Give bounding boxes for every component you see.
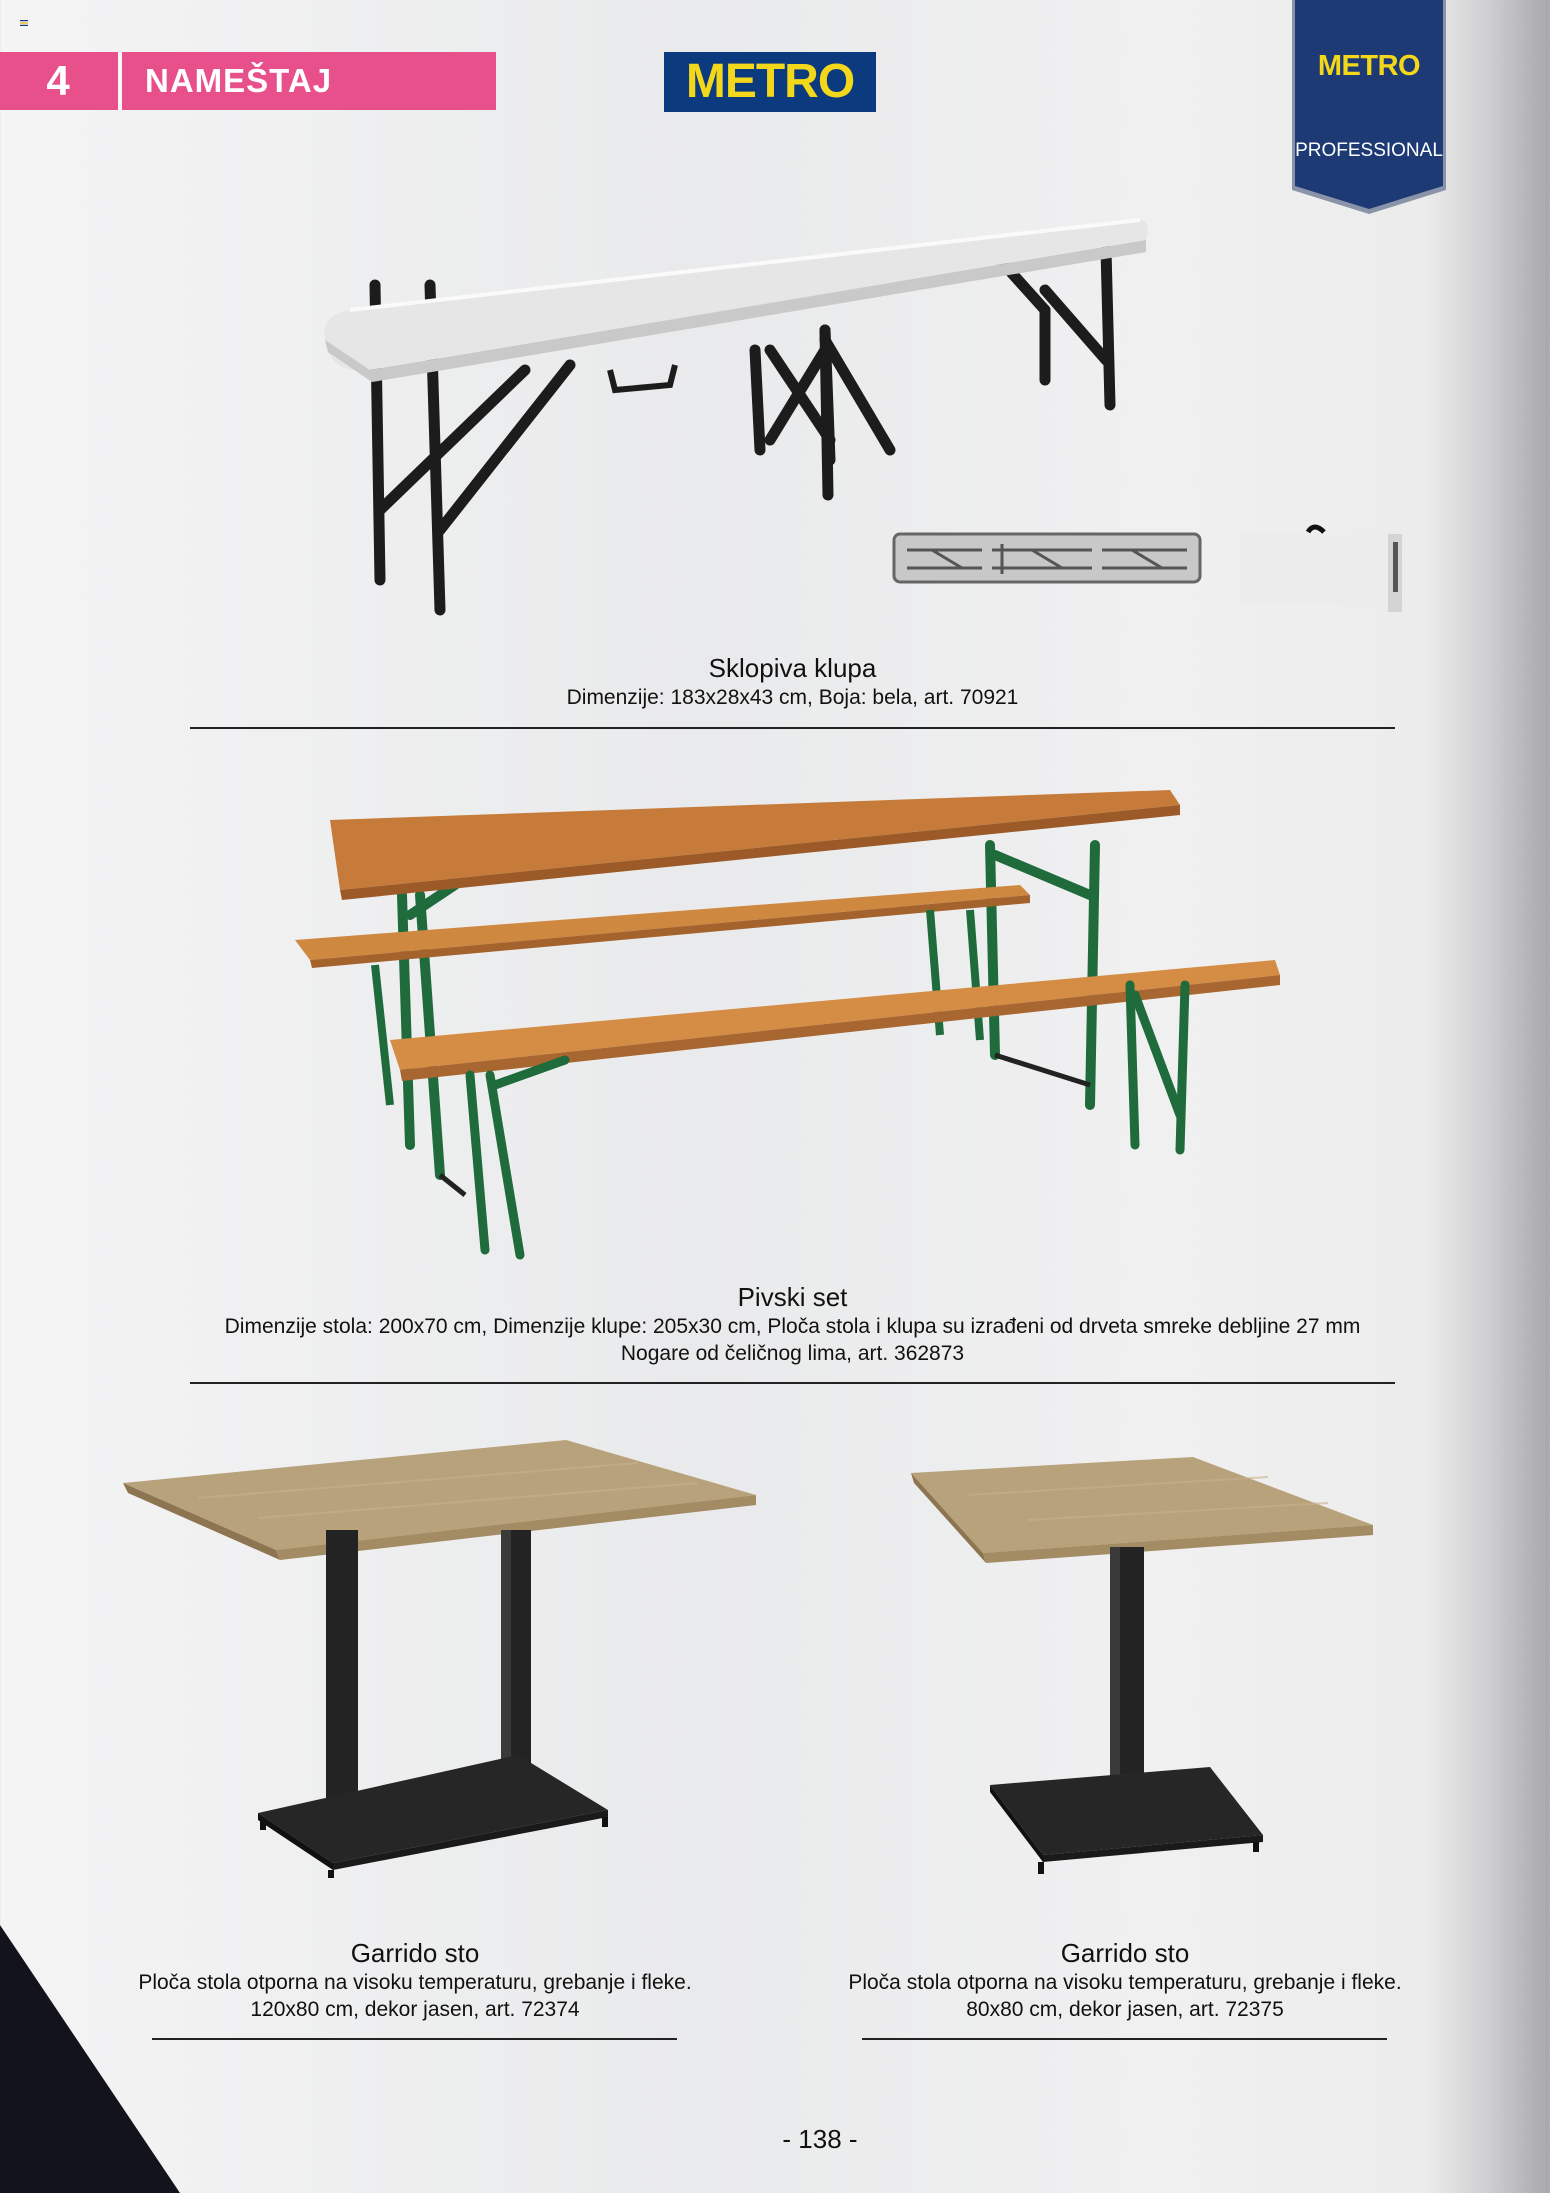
page-number: - 138 - xyxy=(782,2124,858,2154)
badge-logo: METRO xyxy=(1317,50,1421,82)
product-caption-pivski-set xyxy=(140,1281,1445,1367)
divider-line xyxy=(190,727,1395,729)
garrido-table-80x80-image xyxy=(908,1455,1376,1880)
product-title: Sklopiva klupa xyxy=(708,653,877,683)
beer-set-image xyxy=(290,785,1280,1260)
section-number: 4 xyxy=(46,57,70,104)
product-description: 120x80 cm, dekor jasen, art. 72374 xyxy=(250,1998,580,2021)
product-caption-garrido-120x80 xyxy=(100,1937,730,2023)
garrido-table-120x80-image xyxy=(118,1438,760,1878)
folded-bench-underside-image xyxy=(892,530,1202,586)
divider-line xyxy=(190,1382,1395,1384)
product-description: Ploča stola otporna na visoku temperaturu, grebanje i fleke. xyxy=(138,1971,692,1994)
divider-line xyxy=(152,2038,677,2040)
section-divider xyxy=(118,52,122,110)
badge-text: PROFESSIONAL xyxy=(1295,140,1443,161)
product-description: 80x80 cm, dekor jasen, art. 72375 xyxy=(966,1998,1284,2021)
product-caption-sklopiva-klupa xyxy=(190,652,1395,711)
divider-line xyxy=(862,2038,1387,2040)
metro-logo: METRO xyxy=(664,52,876,112)
product-description: Dimenzije stola: 200x70 cm, Dimenzije klupe: 205x30 cm, Ploča stola i klupa su izrađeni od drveta smreke debljine 27 mm xyxy=(224,1315,1361,1338)
folded-bench-case-image xyxy=(1238,522,1404,616)
product-description: Dimenzije: 183x28x43 cm, Boja: bela, art. 70921 xyxy=(566,686,1019,709)
menu-icon xyxy=(20,20,28,26)
product-title: Pivski set xyxy=(737,1282,848,1312)
section-title: NAMEŠTAJ xyxy=(145,62,333,99)
metro-professional-badge xyxy=(1292,0,1446,214)
product-title: Garrido sto xyxy=(350,1938,480,1968)
product-title: Garrido sto xyxy=(1060,1938,1190,1968)
product-caption-garrido-80x80 xyxy=(810,1937,1440,2023)
product-description: Nogare od čeličnog lima, art. 362873 xyxy=(620,1342,965,1365)
product-description: Ploča stola otporna na visoku temperaturu, grebanje i fleke. xyxy=(848,1971,1402,1994)
